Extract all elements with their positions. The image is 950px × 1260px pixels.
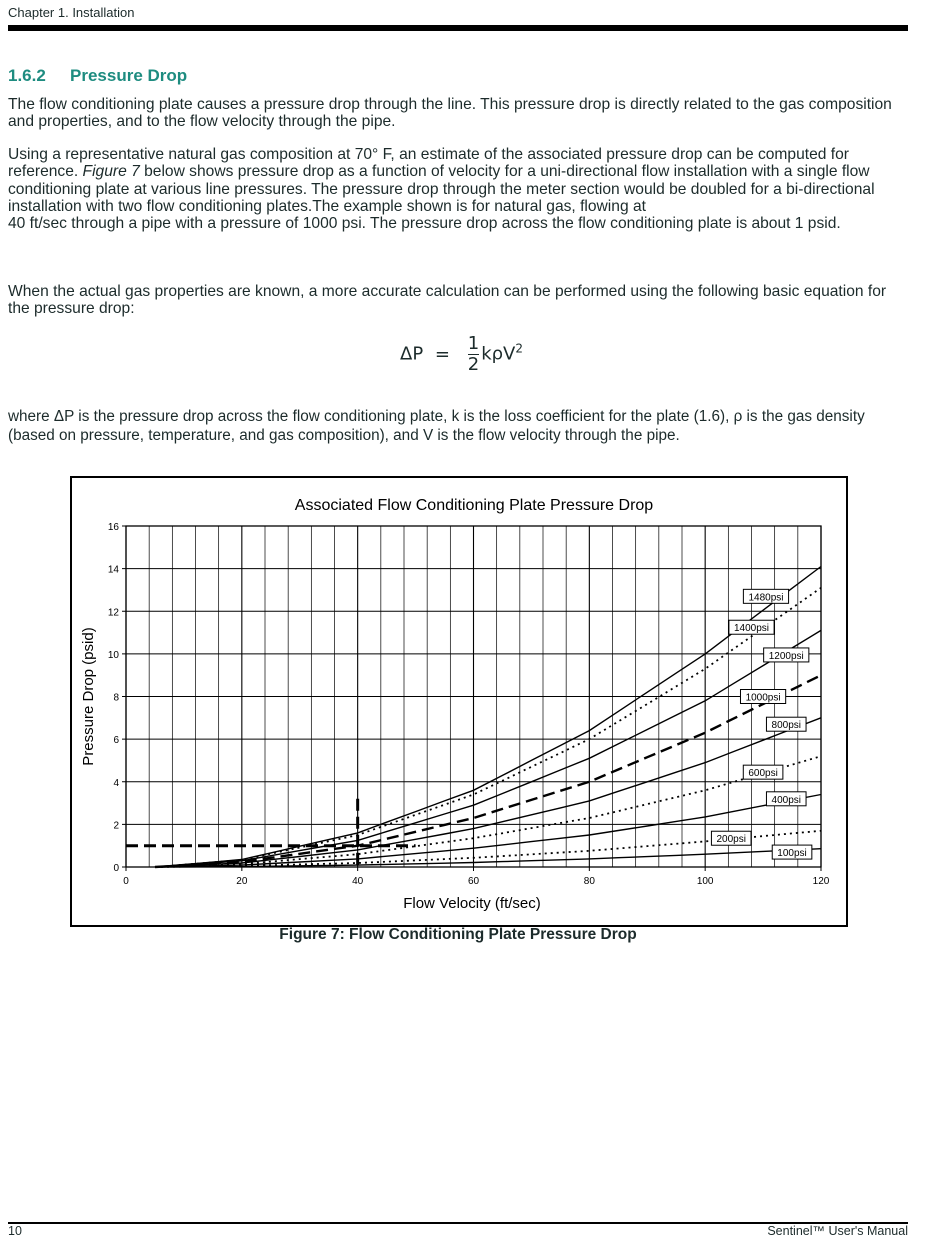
paragraph-estimate — [8, 146, 910, 232]
series-label: 1000psi — [745, 692, 781, 704]
x-tick-label: 100 — [696, 876, 714, 887]
equation-exponent: 2 — [515, 341, 523, 356]
header-rule — [8, 25, 908, 31]
x-tick-label: 40 — [352, 876, 364, 887]
series-label: 800psi — [771, 720, 801, 732]
y-tick-label: 6 — [113, 735, 119, 747]
paragraph-equation-intro: When the actual gas properties are known, a more accurate calculation can be performed using the following basic equation for the pressure drop: — [8, 283, 887, 318]
y-tick-label: 12 — [107, 607, 119, 619]
equation-equals: = — [434, 343, 450, 365]
paragraph-estimate-a: Using a representative natural gas composition at 70° F, an estimate of the associated pressure drop can be computed for reference. — [8, 146, 849, 181]
section-title: Pressure Drop — [70, 66, 188, 85]
equation-rhs: kρV — [481, 343, 516, 365]
x-tick-label: 0 — [123, 876, 129, 887]
x-tick-label: 20 — [236, 876, 248, 887]
chapter-header: Chapter 1. Installation — [8, 5, 135, 20]
paragraph-estimate-c: 40 ft/sec through a pipe with a pressure of 1000 psi. The pressure drop across the flow conditioning plate is about 1 psid. — [8, 215, 841, 233]
figure-chart-frame — [70, 476, 848, 927]
y-tick-label: 16 — [107, 522, 119, 533]
y-tick-label: 14 — [107, 564, 119, 576]
pressure-drop-equation — [400, 334, 523, 375]
y-tick-label: 2 — [113, 820, 119, 832]
manual-title: Sentinel™ User's Manual — [767, 1224, 908, 1238]
series-label: 200psi — [716, 834, 746, 846]
series-label: 1400psi — [733, 623, 770, 635]
equation-denominator: 2 — [467, 354, 480, 375]
y-axis-label: Pressure Drop (psid) — [80, 627, 97, 766]
x-axis-label: Flow Velocity (ft/sec) — [403, 895, 541, 912]
y-tick-label: 0 — [113, 863, 119, 874]
chart-title: Associated Flow Conditioning Plate Pressure Drop — [294, 497, 654, 514]
section-heading — [8, 66, 187, 86]
series-line — [155, 756, 821, 867]
y-tick-label: 8 — [113, 692, 119, 704]
paragraph-variable-definitions: where ΔP is the pressure drop across the flow conditioning plate, k is the loss coefficient for the plate (1.6), ρ is the gas density (based on pressure, temperature, and gas composition), and V is the flow velocity through the pipe. — [8, 408, 865, 444]
y-tick-label: 4 — [113, 777, 119, 789]
series-label: 1200psi — [768, 650, 804, 662]
series-label: 1480psi — [748, 592, 784, 604]
x-tick-label: 120 — [812, 876, 830, 887]
y-tick-label: 10 — [107, 649, 119, 661]
x-tick-label: 80 — [583, 876, 595, 887]
series-label: 600psi — [748, 768, 778, 780]
equation-fraction — [468, 334, 479, 375]
equation-numerator: 1 — [467, 333, 480, 354]
equation-lhs: ΔP — [400, 343, 424, 365]
page-number: 10 — [8, 1224, 22, 1238]
x-tick-label: 60 — [467, 876, 480, 887]
figure-caption: Figure 7: Flow Conditioning Plate Pressure Drop — [279, 926, 637, 943]
series-label: 100psi — [777, 848, 807, 860]
series-label: 400psi — [771, 794, 801, 806]
pressure-drop-chart — [72, 478, 846, 925]
section-number: 1.6.2 — [8, 66, 46, 85]
paragraph-intro: The flow conditioning plate causes a pressure drop through the line. This pressure drop is directly related to the gas composition and properties, and to the flow velocity through the pipe. — [8, 96, 892, 131]
figure-reference: Figure 7 — [82, 163, 140, 181]
paragraph-estimate-b: below shows pressure drop as a function of velocity for a uni-directional flow installation with a single flow conditioning plate at various line pressures. The pressure drop through the meter section would be doubled for a bi-directional installation with two flow conditioning plates.The example shown is for natural gas, flowing at — [8, 163, 875, 215]
